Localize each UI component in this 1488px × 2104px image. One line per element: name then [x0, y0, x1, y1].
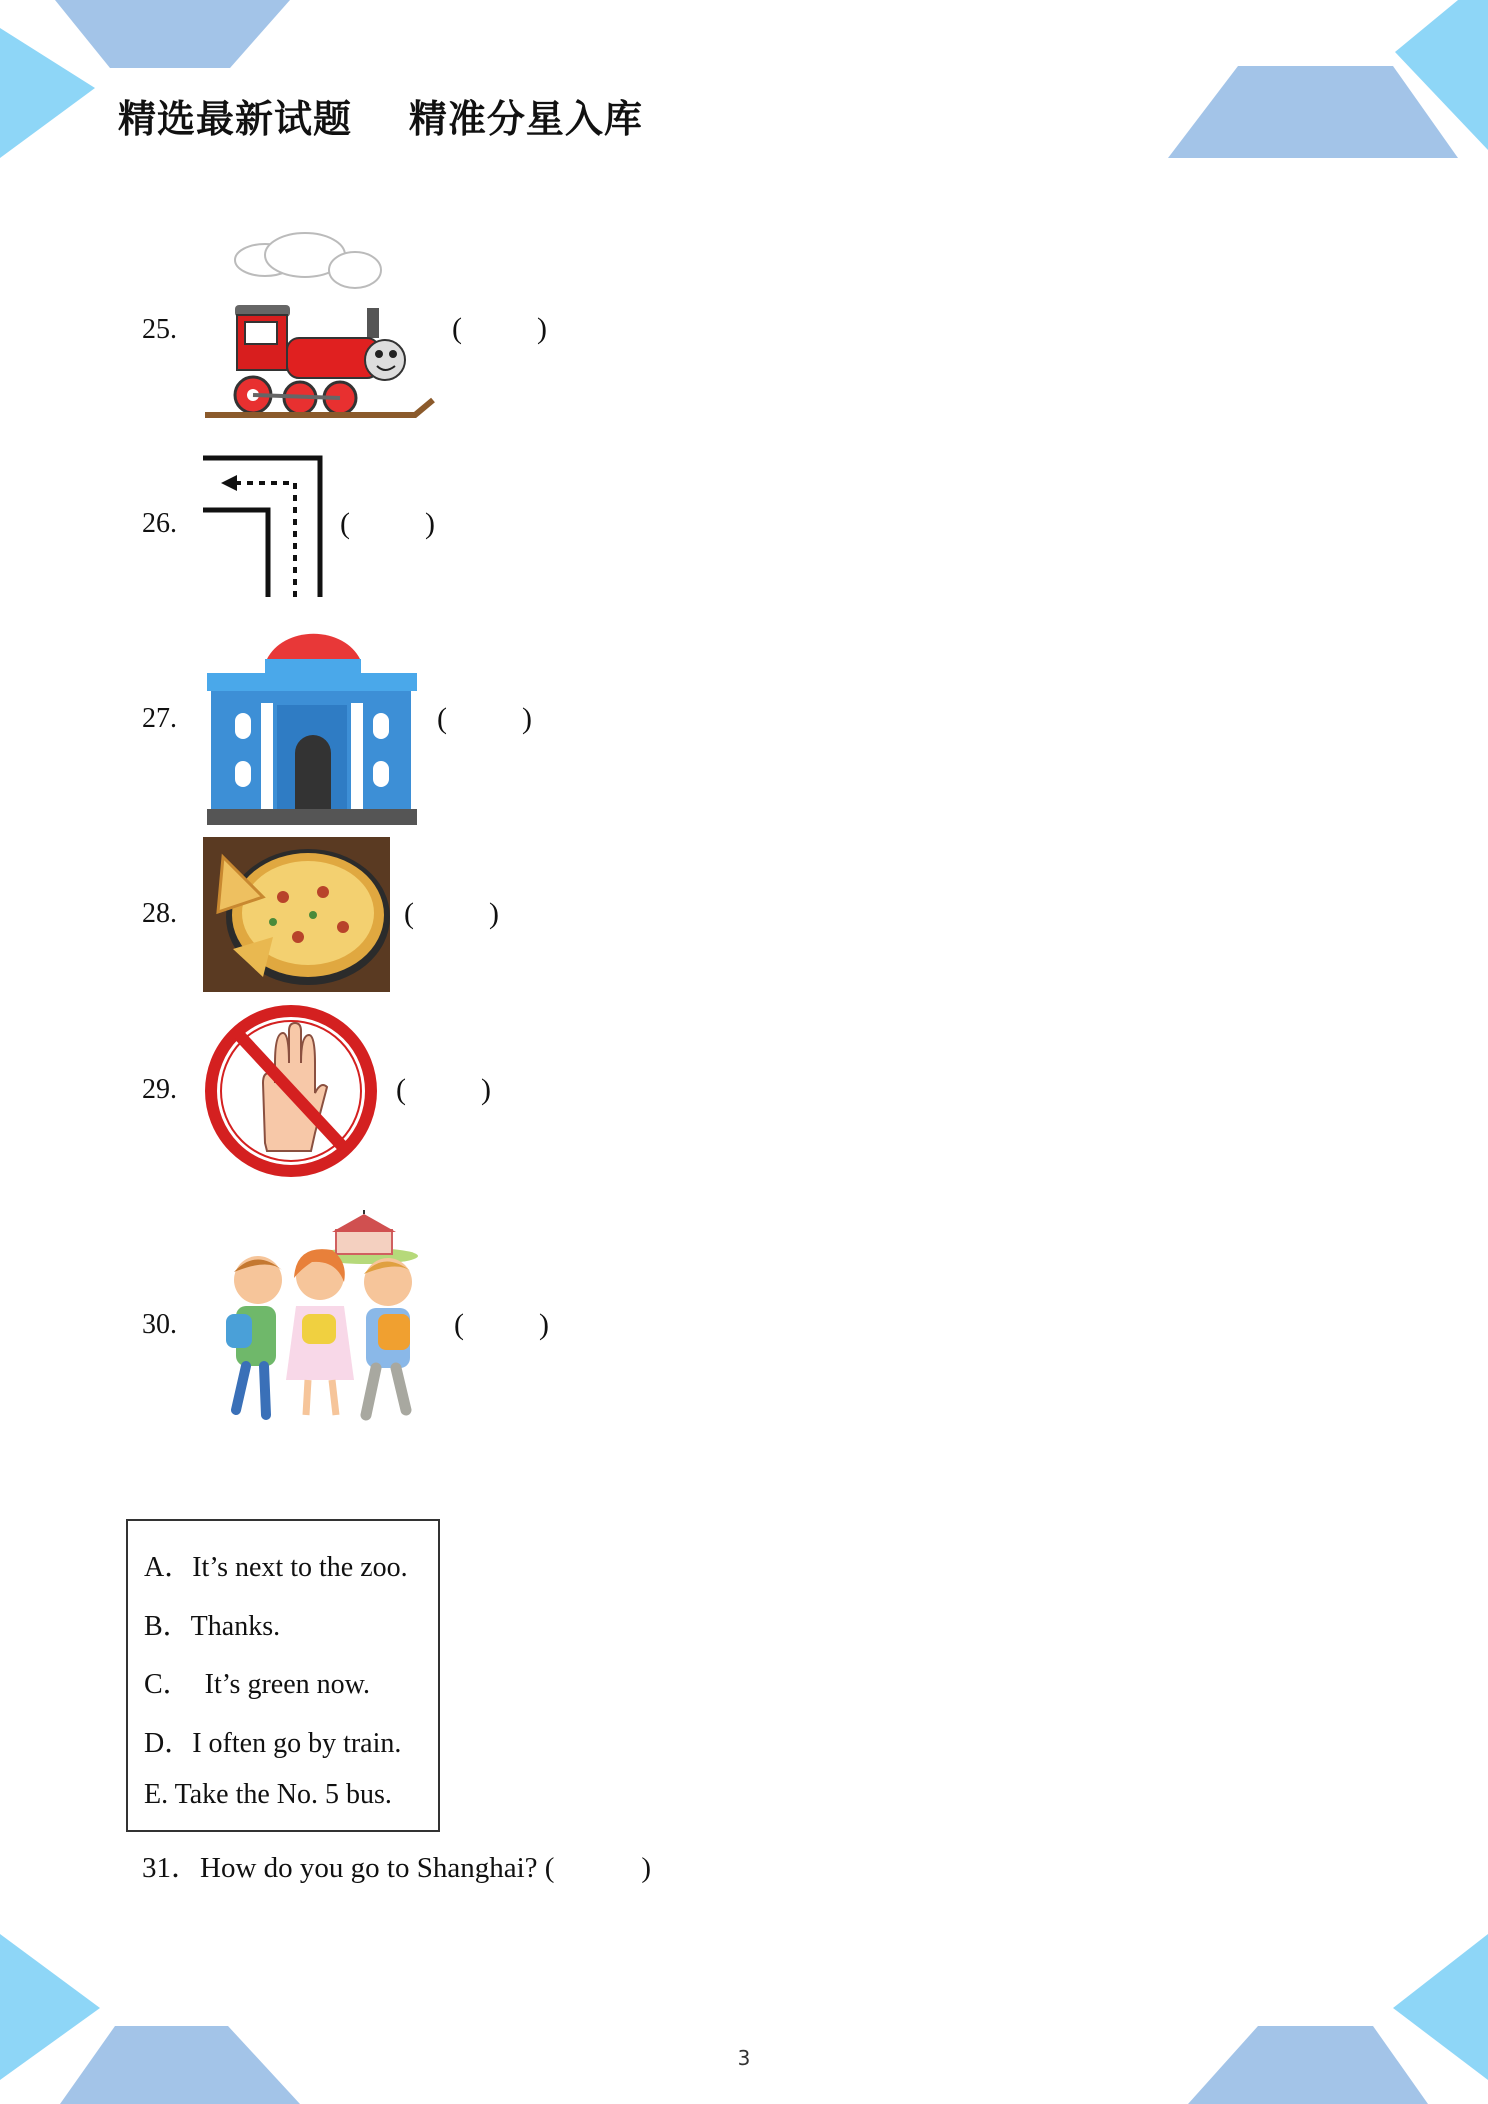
question-number-26: 26. [142, 508, 177, 539]
museum-building-image [205, 613, 420, 828]
answer-blank-28[interactable]: ( ) [404, 897, 499, 930]
top-left-decoration [0, 0, 300, 170]
page-number: 3 [737, 2046, 751, 2070]
pizza-photo [203, 837, 390, 992]
question-number-27: 27. [142, 703, 177, 734]
top-right-decoration [1168, 0, 1488, 170]
option-b: B．Thanks. [144, 1611, 281, 1642]
bottom-left-decoration [0, 1930, 320, 2104]
option-d: D．I often go by train. [144, 1728, 402, 1759]
option-e: E. Take the No. 5 bus. [144, 1779, 392, 1810]
turn-left-road-sign [203, 455, 323, 597]
header-title: 精选最新试题 精准分星入库 [118, 97, 643, 141]
answer-blank-26[interactable]: ( ) [340, 507, 435, 540]
answer-blank-27[interactable]: ( ) [437, 702, 532, 735]
option-a: A．It’s next to the zoo. [144, 1552, 408, 1583]
no-touching-sign [203, 1003, 379, 1179]
answer-blank-30[interactable]: ( ) [454, 1308, 549, 1341]
answer-blank-29[interactable]: ( ) [396, 1073, 491, 1106]
question-31: 31．How do you go to Shanghai? ( ) [142, 1852, 652, 1884]
children-walking-to-school-image [216, 1210, 441, 1434]
question-number-28: 28. [142, 898, 177, 929]
steam-train-image [205, 230, 440, 430]
question-number-25: 25. [142, 314, 177, 345]
options-box [126, 1519, 440, 1832]
bottom-right-decoration [1168, 1930, 1488, 2104]
answer-blank-25[interactable]: ( ) [452, 312, 547, 345]
option-c: C． It’s green now. [144, 1669, 371, 1700]
question-number-30: 30. [142, 1309, 177, 1340]
question-number-29: 29. [142, 1074, 177, 1105]
